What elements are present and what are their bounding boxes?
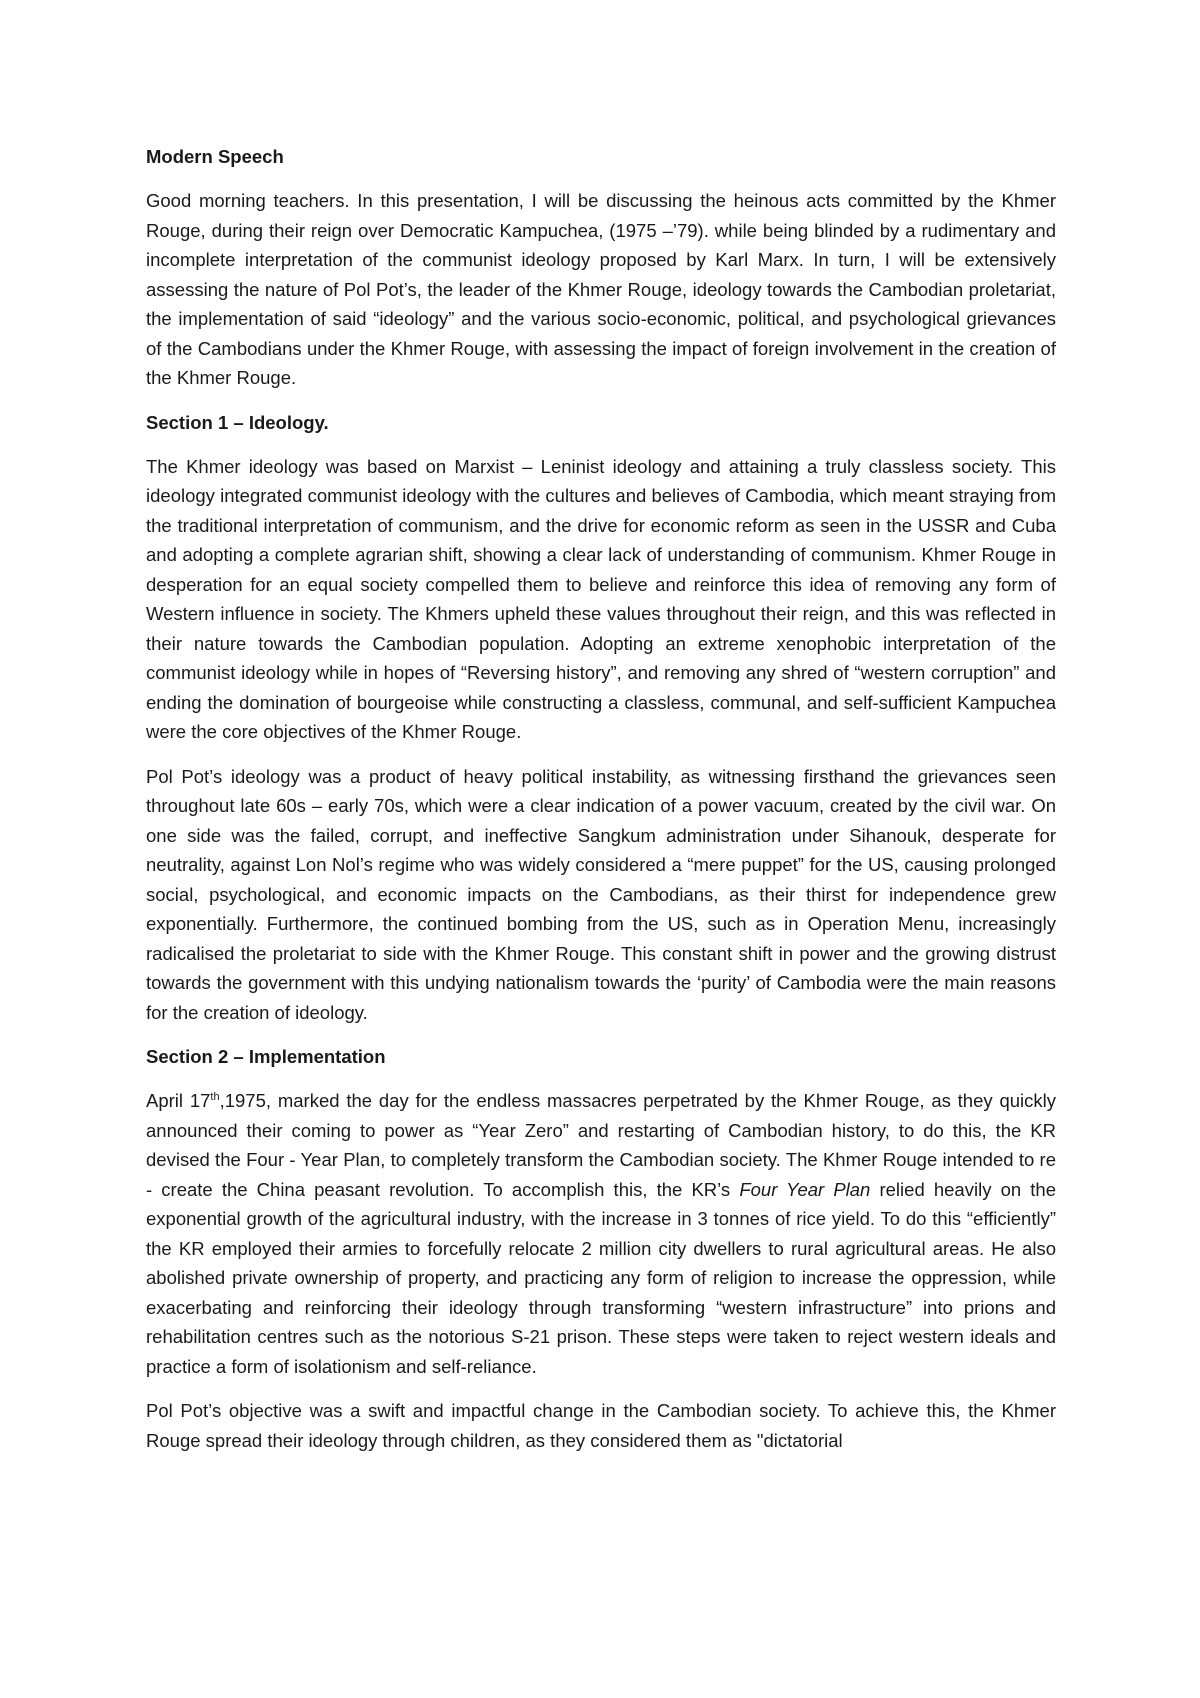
section-1-heading: Section 1 – Ideology. — [146, 411, 329, 433]
section-2-paragraph-2: Pol Pot’s objective was a swift and impactful change in the Cambodian society. To achieve this, the Khmer Rouge spread their ideology through children, as they considered them as "dictatorial — [146, 1400, 1056, 1451]
italic-plan-name: Four Year Plan — [739, 1178, 871, 1200]
section-1-paragraph-1: The Khmer ideology was based on Marxist – Leninist ideology and attaining a truly classless society. This ideology integrated communist ideology with the cultures and believes of Cambodia, which meant straying from the traditional interpretation of communism, and the drive for economic reform as seen in the USSR and Cuba and adopting a complete agrarian shift, showing a clear lack of understanding of communism. Khmer Rouge in desperation for an equal society compelled them to believe and reinforce this idea of removing any form of Western influence in society. The Khmers upheld these values throughout their reign, and this was reflected in their nature towards the Cambodian population. Adopting an extreme xenophobic interpretation of the communist ideology while in hopes of “Reversing history”, and removing any shred of “western corruption” and ending the domination of bourgeoise while constructing a classless, communal, and self-sufficient Kampuchea were the core objectives of the Khmer Rouge. — [146, 455, 1056, 742]
ordinal-suffix: th — [210, 1090, 220, 1103]
document-page — [146, 142, 1056, 1470]
intro-paragraph: Good morning teachers. In this presentation, I will be discussing the heinous acts committed by the Khmer Rouge, during their reign over Democratic Kampuchea, (1975 –’79). while being blinded by a rudimentary and incomplete interpretation of the communist ideology proposed by Karl Marx. In turn, I will be extensively assessing the nature of Pol Pot’s, the leader of the Khmer Rouge, ideology towards the Cambodian proletariat, the implementation of said “ideology” and the various socio-economic, political, and psychological grievances of the Cambodians under the Khmer Rouge, with assessing the impact of foreign involvement in the creation of the Khmer Rouge. — [146, 190, 1056, 388]
section-2-heading: Section 2 – Implementation — [146, 1046, 386, 1067]
paragraph-text-part: relied heavily on the exponential growth of the agricultural industry, with the increase in 3 tonnes of rice yield. To do this “efficiently” the KR employed their armies to forcefully relocate 2 million city dwellers to rural agricultural areas. He also abolished private ownership of property, and practicing any form of religion to increase the oppression, while exacerbating and reinforcing their ideology through transforming “western infrastructure” into prions and rehabilitation centres such as the notorious S-21 prison. These steps were taken to reject western ideals and practice a form of isolationism and self-reliance. — [146, 1178, 1056, 1377]
document-title: Modern Speech — [146, 146, 284, 167]
paragraph-text-part: ,1975, marked the day for the endless massacres perpetrated by the Khmer Rouge, as they quickly announced their coming to power as “Year Zero” and restarting of Cambodian history, to do this, the KR devised the Four - Year Plan, to completely transform the Cambodian society. The Khmer Rouge intended to re - create the China peasant revolution. To accomplish this, the KR’s — [146, 1090, 1056, 1200]
date-text: April 17 — [146, 1090, 211, 1111]
section-1-paragraph-2: Pol Pot’s ideology was a product of heavy political instability, as witnessing firsthand the grievances seen throughout late 60s – early 70s, which were a clear indication of a power vacuum, created by the civil war. On one side was the failed, corrupt, and ineffective Sangkum administration under Sihanouk, desperate for neutrality, against Lon Nol’s regime who was widely considered a “mere puppet” for the US, causing prolonged social, psychological, and economic impacts on the Cambodians, as their thirst for independence grew exponentially. Furthermore, the continued bombing from the US, such as in Operation Menu, increasingly radicalised the proletariat to side with the Khmer Rouge. This constant shift in power and the growing distrust towards the government with this undying nationalism towards the ‘purity’ of Cambodia were the main reasons for the creation of ideology. — [146, 765, 1056, 1023]
section-2-paragraph-1 — [146, 1086, 1056, 1381]
